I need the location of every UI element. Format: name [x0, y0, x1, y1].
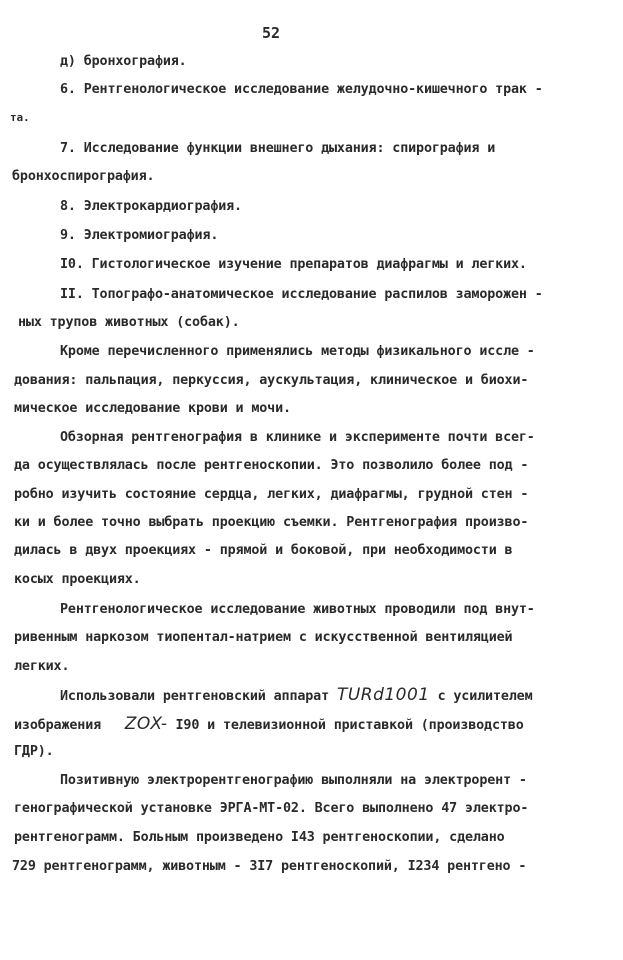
text-line: 9. Электромиография. — [60, 228, 219, 243]
text-fragment: с усилителем — [437, 689, 533, 704]
text-line: ГДР). — [14, 744, 54, 759]
text-line — [60, 685, 533, 707]
text-fragment: изображения — [14, 718, 102, 733]
text-line: д) бронхография. — [60, 54, 187, 69]
text-line: Позитивную электрорентгенографию выполняли на электрорент - — [60, 773, 527, 788]
text-line: ки и более точно выбрать проекцию съемки. Рентгенография произво- — [14, 515, 529, 530]
text-line: легких. — [14, 659, 70, 674]
text-line: I0. Гистологическое изучение препаратов диафрагмы и легких. — [60, 257, 527, 272]
text-line: мическое исследование крови и мочи. — [14, 401, 291, 416]
text-fragment: I90 и телевизионной приставкой (производство — [175, 718, 524, 733]
text-line: рентгенограмм. Больным произведено I43 рентгеноскопии, сделано — [14, 830, 505, 845]
text-line: Кроме перечисленного применялись методы физикального иссле - — [60, 344, 535, 359]
text-line: Рентгенологическое исследование животных проводили под внут- — [60, 602, 535, 617]
text-line: ривенным наркозом тиопентал-натрием с искусственной вентиляцией — [14, 630, 513, 645]
handwritten-device-name: TURd1001 — [336, 685, 430, 705]
text-line: косых проекциях. — [14, 572, 141, 587]
text-line: та. — [10, 111, 30, 124]
text-line: 8. Электрокардиография. — [60, 199, 242, 214]
text-line: робно изучить состояние сердца, легких, диафрагмы, грудной стен - — [14, 487, 529, 502]
text-line — [14, 714, 524, 736]
text-fragment: Использовали рентгеновский аппарат — [60, 689, 330, 704]
text-line: генографической установке ЭРГА-МТ-02. Всего выполнено 47 электро- — [14, 801, 529, 816]
text-line: дилась в двух проекциях - прямой и боковой, при необходимости в — [14, 543, 513, 558]
text-line: Обзорная рентгенография в клинике и эксперименте почти всег- — [60, 430, 535, 445]
text-line: дования: пальпация, перкуссия, аускультация, клиническое и биохи- — [14, 373, 529, 388]
handwritten-device-name: ZOX- — [124, 714, 168, 734]
text-line: да осуществлялась после рентгеноскопии. Это позволило более под - — [14, 458, 529, 473]
text-line: ных трупов животных (собак). — [18, 315, 240, 330]
text-line: 7. Исследование функции внешнего дыхания: спирография и — [60, 141, 496, 156]
text-line: бронхоспирография. — [12, 169, 155, 184]
text-line: II. Топографо-анатомическое исследование распилов заморожен - — [60, 287, 543, 302]
text-line: 729 рентгенограмм, животным - 3I7 рентгеноскопий, I234 рентгено - — [12, 859, 527, 874]
text-line: 6. Рентгенологическое исследование желудочно-кишечного трак - — [60, 82, 543, 97]
page-number: 52 — [262, 24, 281, 42]
